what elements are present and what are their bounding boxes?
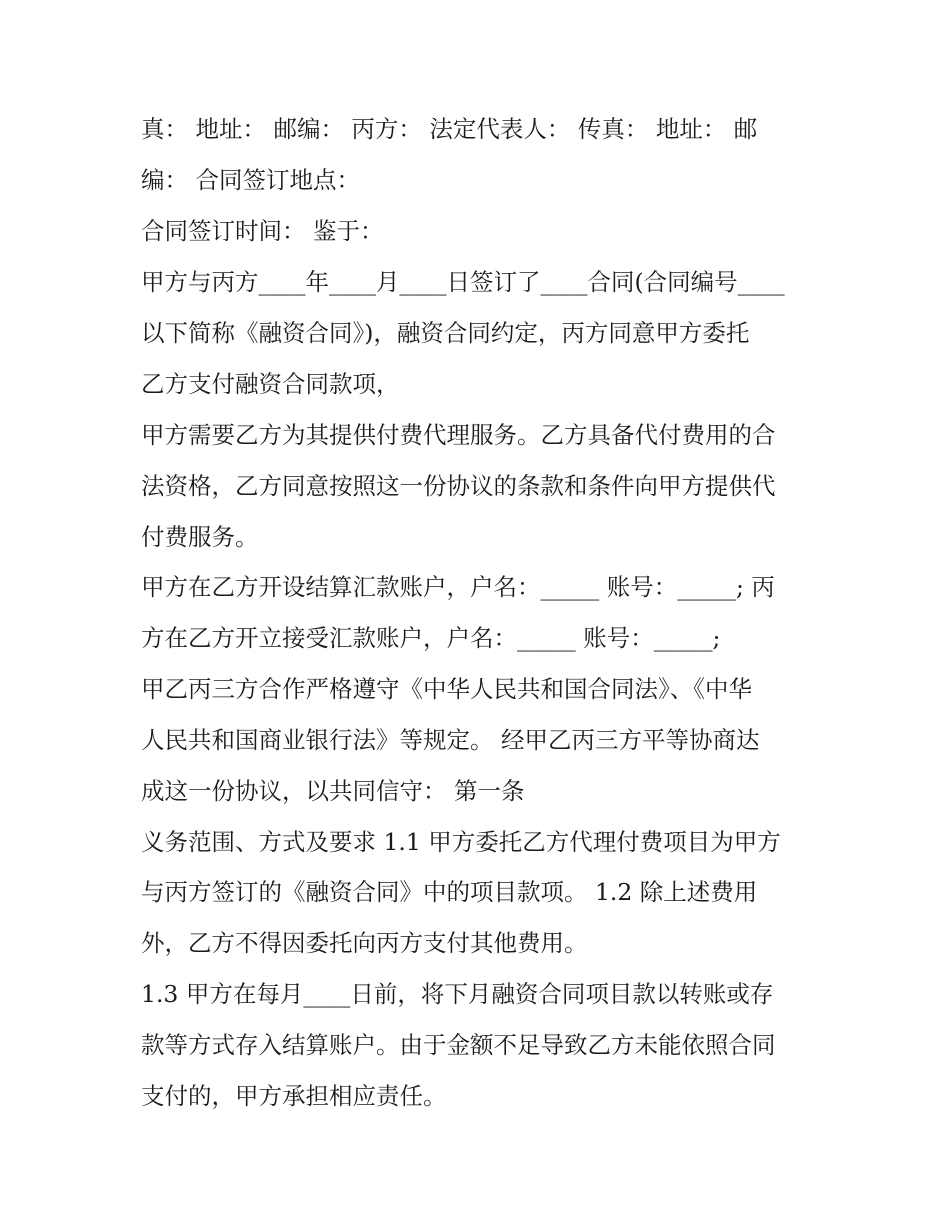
- text-line: 付费服务。: [141, 523, 259, 551]
- text-line: 甲乙丙三方合作严格遵守《中华人民共和国合同法》、《中华: [141, 675, 752, 703]
- text-line: 编： 合同签订地点：: [141, 166, 360, 194]
- text-line: 与丙方签订的《融资合同》中的项目款项。 1.2 除上述费用: [141, 878, 758, 906]
- text-line: 合同签订时间： 鉴于：: [141, 217, 384, 245]
- text-line: 款等方式存入结算账户。由于金额不足导致乙方未能依照合同: [141, 1031, 776, 1059]
- text-line: 支付的，甲方承担相应责任。: [141, 1082, 447, 1110]
- text-line: 以下简称《融资合同》)，融资合同约定，丙方同意甲方委托: [141, 319, 750, 347]
- text-line: 真： 地址： 邮编： 丙方： 法定代表人： 传真： 地址： 邮: [141, 115, 758, 143]
- text-line: 甲方在乙方开设结算汇款账户，户名：_____ 账号：_____; 丙: [141, 573, 775, 601]
- text-line: 义务范围、方式及要求 1.1 甲方委托乙方代理付费项目为甲方: [141, 828, 781, 856]
- text-line: 人民共和国商业银行法》等规定。 经甲乙丙三方平等协商达: [141, 726, 760, 754]
- text-line: 1.3 甲方在每月____日前，将下月融资合同项目款以转账或存: [141, 980, 774, 1008]
- text-line: 甲方与丙方____年____月____日签订了____合同(合同编号____: [141, 268, 785, 296]
- text-line: 甲方需要乙方为其提供付费代理服务。乙方具备代付费用的合: [141, 421, 776, 449]
- text-line: 外，乙方不得因委托向丙方支付其他费用。: [141, 929, 588, 957]
- text-line: 乙方支付融资合同款项，: [141, 370, 400, 398]
- text-line: 方在乙方开立接受汇款账户，户名：_____ 账号：_____;: [141, 624, 721, 652]
- text-line: 法资格，乙方同意按照这一份协议的条款和条件向甲方提供代: [141, 472, 776, 500]
- text-line: 成这一份协议，以共同信守： 第一条: [141, 777, 525, 805]
